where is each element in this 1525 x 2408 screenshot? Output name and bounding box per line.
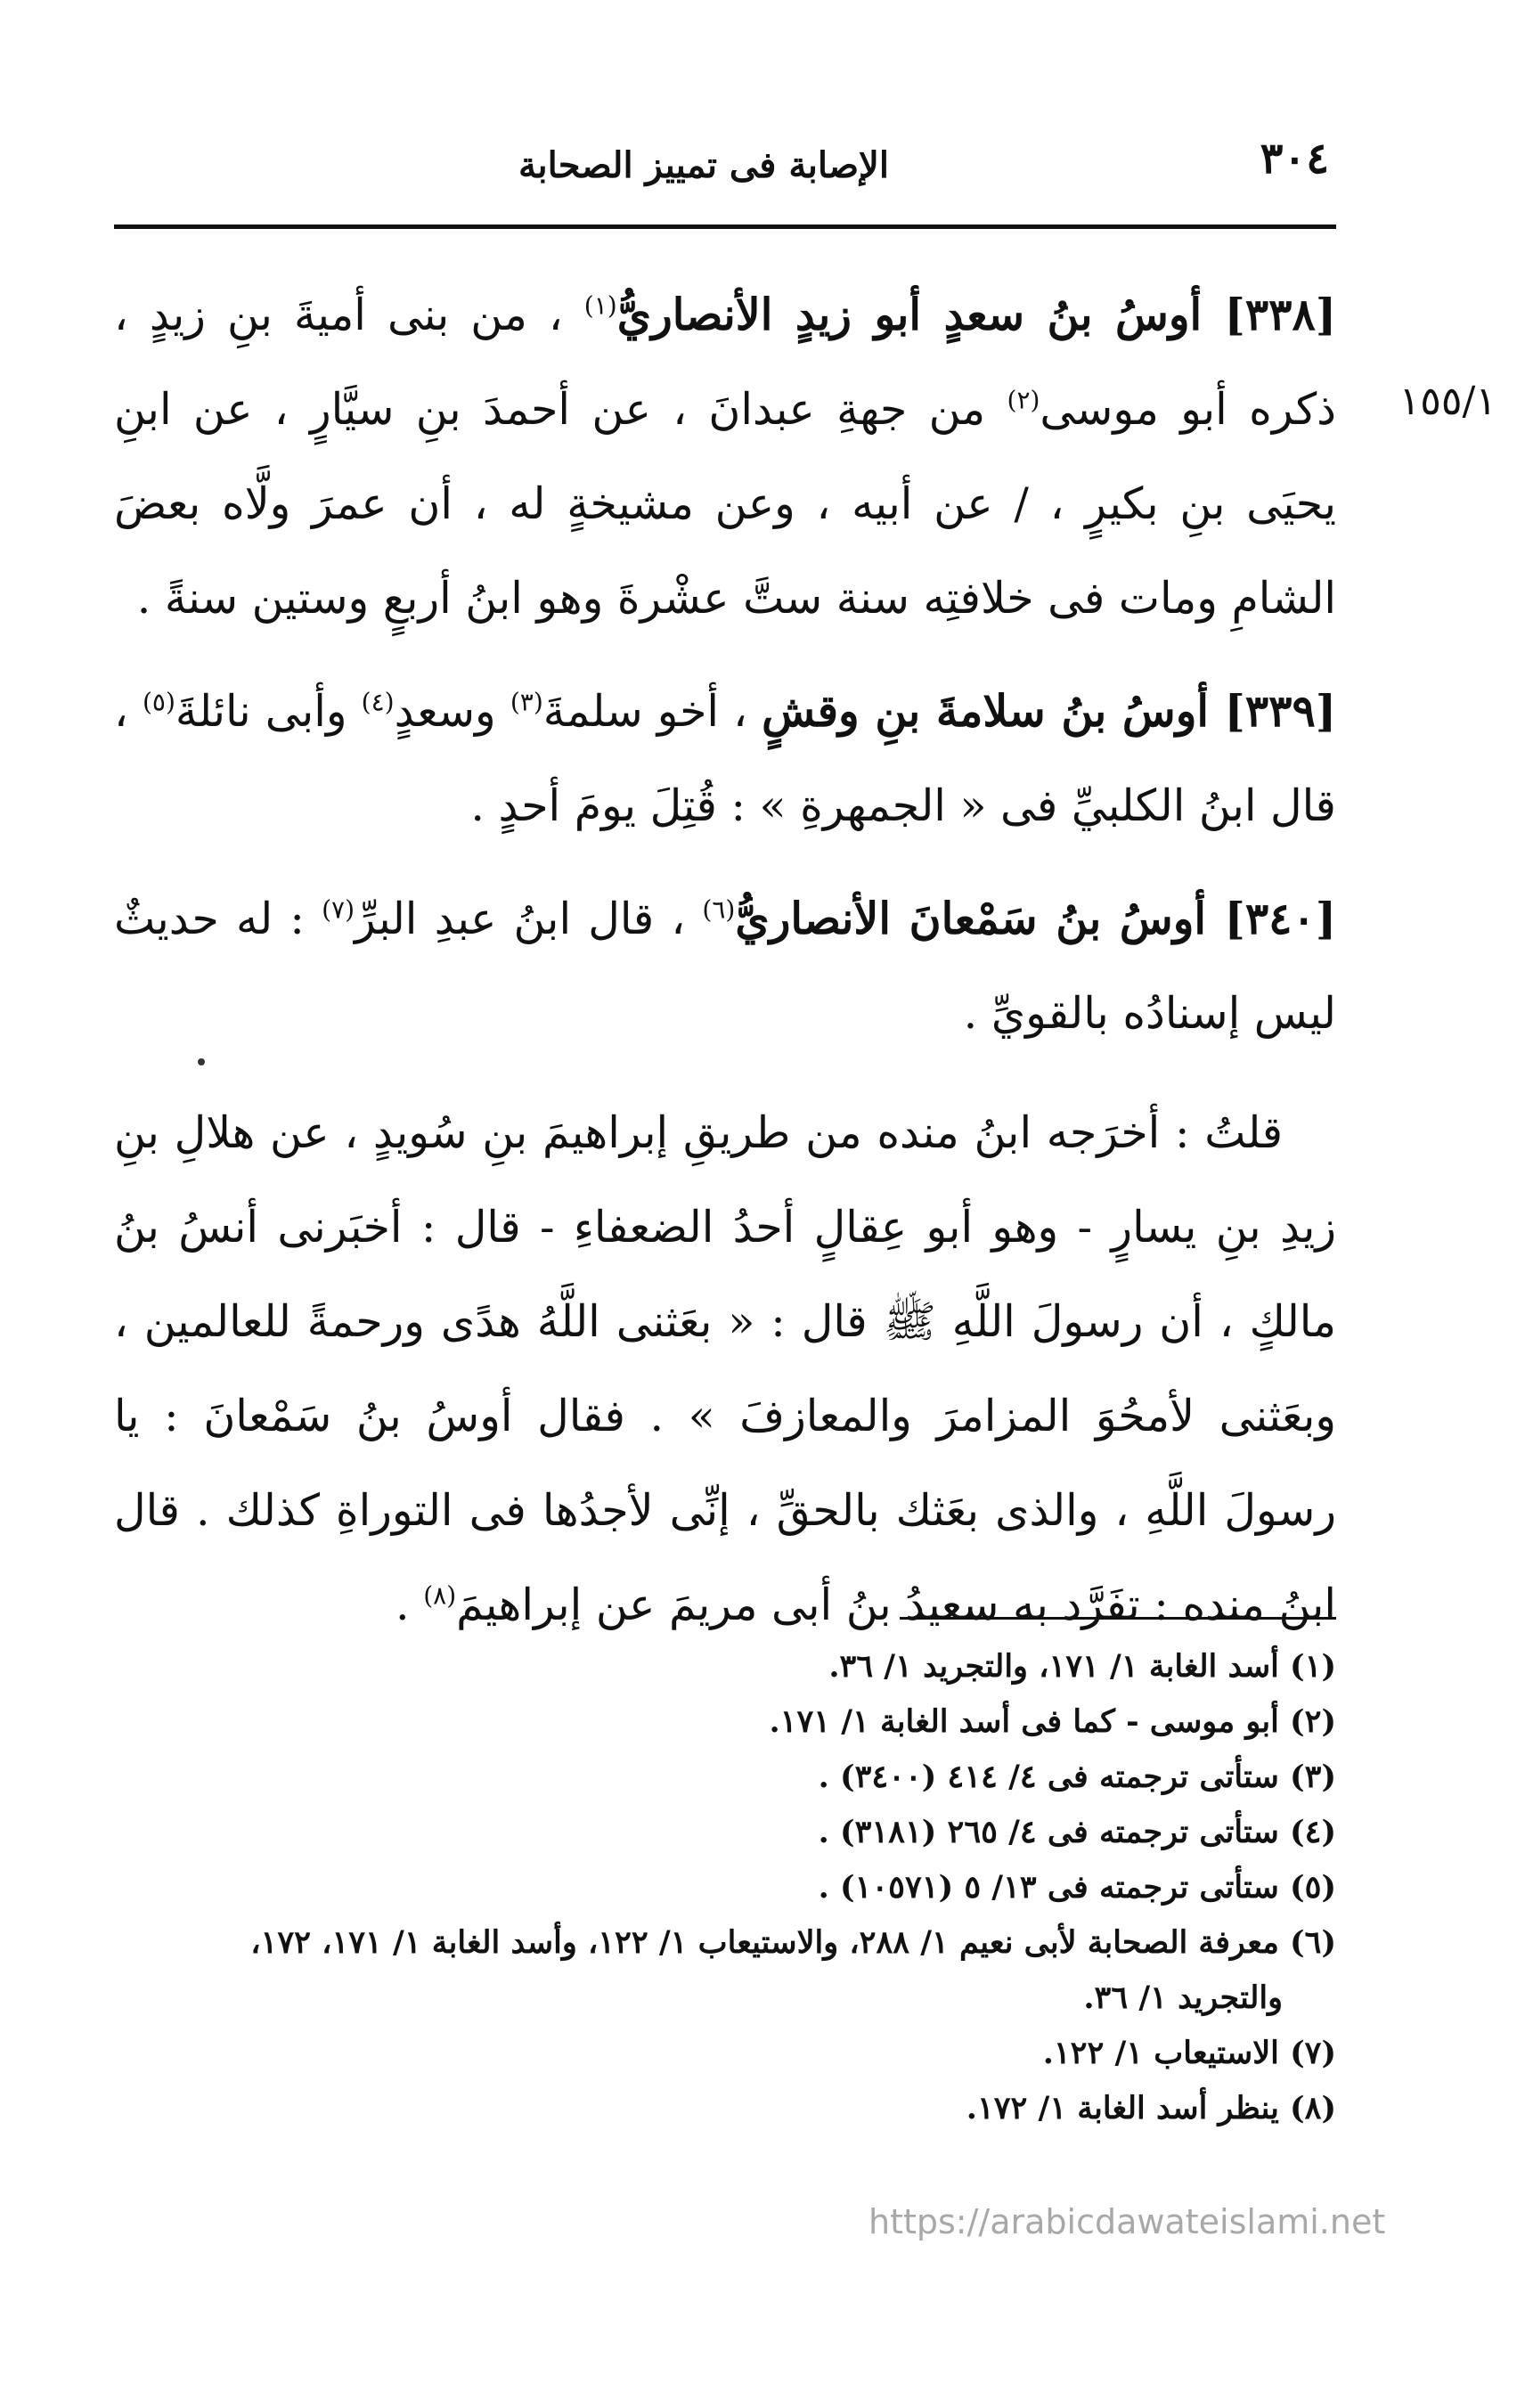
footnote-7: (٧) الاستيعاب ١/ ١٢٢. — [1042, 2035, 1336, 2071]
footnote-marker[interactable]: (٢) — [1007, 385, 1040, 415]
entry-heading: [٣٤٠] أوسُ بنُ سَمْعانَ الأنصاريُّ — [735, 893, 1337, 944]
entry-338 — [114, 267, 1336, 646]
watermark-url: https://arabicdawateislami.net — [869, 2202, 1386, 2241]
commentary-paragraph — [114, 1086, 1336, 1653]
running-title: الإصابة فى تمييز الصحابة — [518, 144, 889, 186]
footnote-marker[interactable]: (٨) — [423, 1580, 457, 1611]
main-text — [114, 267, 1336, 1670]
footnote-marker[interactable]: (٧) — [322, 894, 355, 925]
entry-text: ، قال ابنُ الكلبيِّ فى « الجمهرةِ » : قُتِلَ يومَ أحدٍ . — [114, 686, 1336, 831]
footnote-marker[interactable]: (٥) — [142, 687, 175, 717]
entry-340 — [114, 871, 1336, 1061]
footnote-marker[interactable]: (١) — [583, 290, 617, 321]
commentary-end: . — [396, 1579, 410, 1630]
footnote-3: (٣) ستأتى ترجمته فى ٤/ ٤١٤ (٣٤٠٠) . — [818, 1759, 1336, 1795]
entry-text: : له حديثٌ ليس إسنادُه بالقويِّ . — [114, 894, 1336, 1039]
footnote-2: (٢) أبو موسى - كما فى أسد الغابة ١/ ١٧١. — [769, 1703, 1336, 1740]
footnote-8: (٨) ينظر أسد الغابة ١/ ١٧٢. — [966, 2090, 1336, 2126]
entry-339 — [114, 664, 1336, 853]
footnotes — [114, 1639, 1336, 2136]
footnote-1: (١) أسد الغابة ١/ ١٧١، والتجريد ١/ ٣٦. — [828, 1648, 1336, 1685]
entry-text: وأبى نائلةَ — [175, 686, 347, 737]
footnote-4: (٤) ستأتى ترجمته فى ٤/ ٢٦٥ (٣١٨١) . — [818, 1814, 1336, 1850]
entry-heading: [٣٣٨] أوسُ بنُ سعدٍ أبو زيدٍ الأنصاريُّ — [616, 289, 1337, 340]
footnote-marker[interactable]: (٤) — [361, 687, 395, 717]
entry-text: ، أخو سلمةَ — [542, 686, 747, 737]
entry-text: من جهةِ عبدانَ ، عن أحمدَ بنِ سيَّارٍ ، عن ابنِ يحيَى بنِ بكيرٍ ، / عن أبيه ، وعن مشيخةٍ له ، أن عمرَ ولَّاه بعضَ الشامِ ومات فى خلافتِه سنة ستَّ عشْرةَ وهو ابنُ أربعٍ وستين سنةً . — [114, 384, 1336, 624]
page-number: ٣٠٤ — [1260, 134, 1329, 184]
entry-heading: [٣٣٩] أوسُ بنُ سلامةَ بنِ وقشٍ — [762, 685, 1336, 737]
entry-text: ، من بنى أميةَ بنِ زيدٍ ، ذكره أبو موسى — [114, 290, 1337, 435]
footnote-6-continued: والتجريد ١/ ٣٦. — [1083, 1979, 1283, 2016]
footnote-6: (٦) معرفة الصحابة لأبى نعيم ١/ ٢٨٨، والاستيعاب ١/ ١٢٢، وأسد الغابة ١/ ١٧١، ١٧٢، — [250, 1924, 1336, 1961]
header-rule — [114, 224, 1336, 229]
entry-text: ، قال ابنُ عبدِ البرِّ — [355, 894, 686, 944]
footnote-rule — [900, 1617, 1336, 1620]
footnote-marker[interactable]: (٣) — [510, 687, 543, 717]
commentary-text: قلتُ : أخرَجه ابنُ منده من طريقِ إبراهيمَ بنِ سُويدٍ ، عن هلالِ بنِ زيدِ بنِ يسارٍ - وهو أبو عِقالٍ أحدُ الضعفاءِ - قال : أخبَرنى أنسُ بنُ مالكٍ ، أن رسولَ اللَّهِ ﷺ قال : « بعَثنى اللَّهُ هدًى ورحمةً للعالمين ، وبعَثنى لأمحُوَ المزامرَ والمعازفَ » . فقال أوسُ بنُ سَمْعانَ : يا رسولَ اللَّهِ ، والذى بعَثك بالحقِّ ، إنِّى لأجدُها فى التوراةِ كذلك . قال ابنُ منده : تفَرَّد به سعيدُ بنُ أبى مريمَ عن إبراهيمَ — [114, 1107, 1336, 1630]
footnote-5: (٥) ستأتى ترجمته فى ١٣/ ٥ (١٠٥٧١) . — [818, 1869, 1336, 1906]
footnote-marker[interactable]: (٦) — [702, 894, 736, 925]
entry-text: وسعدٍ — [394, 686, 496, 737]
margin-volume-ref: ١٥٥/١ — [1399, 379, 1496, 424]
